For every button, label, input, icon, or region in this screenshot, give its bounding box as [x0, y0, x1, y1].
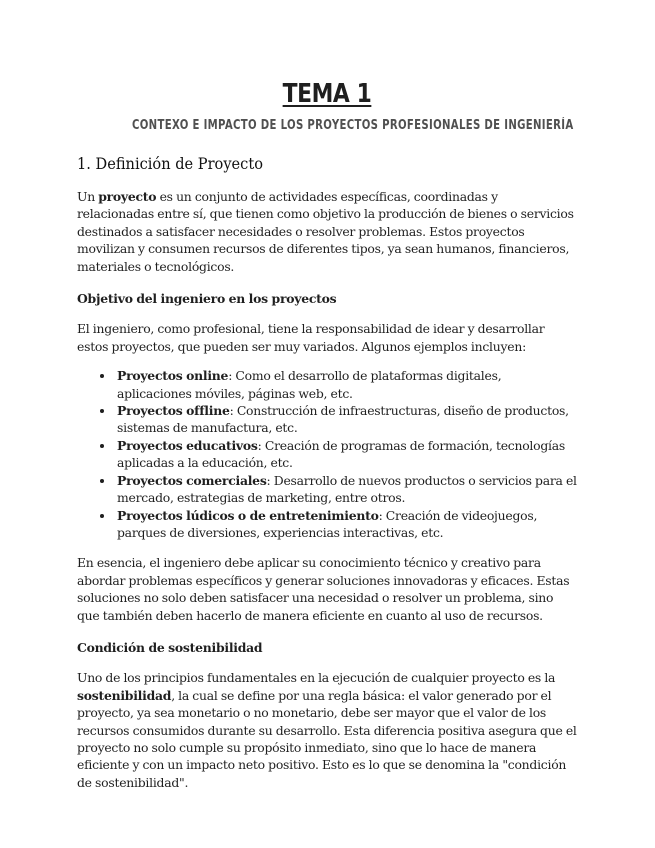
list-item	[115, 507, 577, 542]
objective-paragraph: El ingeniero, como profesional, tiene la responsabilidad de idear y desarrollar estos proyectos, que pueden ser muy variados. Algunos ejemplos incluyen:	[77, 321, 545, 354]
list-item-text: : Desarrollo de nuevos productos o servicios para el mercado, estrategias de marketing, entre otros.	[117, 472, 577, 506]
list-item-title: Proyectos comerciales	[117, 472, 267, 488]
definition-lead: Un	[77, 189, 99, 204]
list-item-title: Proyectos online	[117, 368, 229, 384]
sustainability-heading: Condición de sostenibilidad	[77, 639, 263, 655]
sustainability-rest: , la cual se define por una regla básica: el valor generado por el proyecto, ya sea monetario o no monetario, debe ser mayor que el valor de los recursos consumidos durante su desarrollo. Esta diferencia positiva asegura que el proyecto no solo cumple su propósito inmediato, sino que lo hace de manera eficiente y con un impacto neto positivo. Esto es lo que se denomina la "condición de sostenibilidad".	[77, 687, 577, 790]
list-item-text: : Como el desarrollo de plataformas digitales, aplicaciones móviles, páginas web, etc.	[117, 368, 502, 401]
sustainability-paragraph	[77, 669, 577, 791]
objective-heading: Objetivo del ingeniero en los proyectos	[77, 291, 337, 307]
sustainability-lead: Uno de los principios fundamentales en la ejecución de cualquier proyecto es la	[77, 670, 556, 686]
page-subtitle: CONTEXO E IMPACTO DE LOS PROYECTOS PROFESIONALES DE INGENIERÍA	[132, 118, 574, 133]
list-item	[115, 472, 577, 507]
list-item-text: : Creación de videojuegos, parques de diversiones, experiencias interactivas, etc.	[117, 507, 538, 540]
page-title: TEMA 1	[282, 79, 372, 109]
sustainability-term: sostenibilidad	[77, 687, 172, 703]
list-item-title: Proyectos educativos	[117, 437, 258, 453]
list-item-text: : Construcción de infraestructuras, diseño de productos, sistemas de manufactura, etc.	[117, 403, 569, 436]
list-item-text: : Creación de programas de formación, tecnologías aplicadas a la educación, etc.	[117, 437, 565, 471]
list-item-title: Proyectos offline	[117, 403, 230, 419]
list-item	[115, 437, 577, 472]
definition-term: proyecto	[98, 189, 157, 204]
definition-paragraph	[77, 188, 577, 275]
essence-paragraph: En esencia, el ingeniero debe aplicar su conocimiento técnico y creativo para abordar problemas específicos y generar soluciones innovadoras y eficaces. Estas soluciones no solo deben satisfacer una necesidad o resolver un problema, sino que también deben hacerlo de manera eficiente en cuanto al uso de recursos.	[77, 555, 570, 623]
list-item	[115, 367, 577, 402]
definition-rest: es un conjunto de actividades específicas, coordinadas y relacionadas entre sí, que tienen como objetivo la producción de bienes o servicios destinados a satisfacer necesidades o resolver problemas. Estos proyectos movilizan y consumen recursos de diferentes tipos, ya sean humanos, financieros, materiales o tecnológicos.	[77, 189, 574, 274]
list-item	[115, 402, 577, 437]
section-heading: 1. Definición de Proyecto	[77, 155, 263, 173]
examples-list	[77, 367, 577, 541]
list-item-title: Proyectos lúdicos o de entretenimiento	[117, 507, 379, 523]
